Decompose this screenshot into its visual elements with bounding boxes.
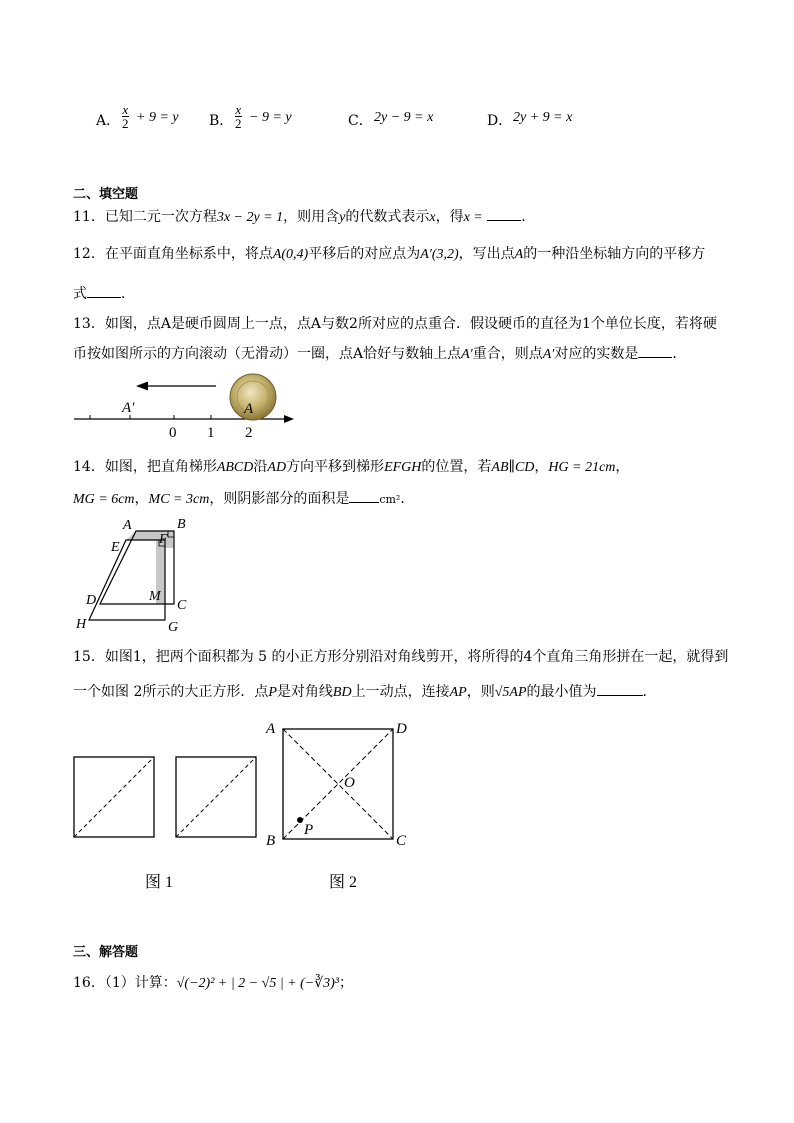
q14-text-end: ．: [400, 491, 415, 507]
figure-1-small-square-1: [72, 755, 156, 839]
option-b-label: B．: [209, 113, 234, 129]
label-a: A: [266, 721, 276, 737]
label-m: M: [149, 589, 161, 604]
number-line-arrowhead: [284, 415, 294, 423]
question-11: [73, 206, 535, 226]
option-a-denominator: 2: [122, 116, 129, 131]
option-b-fraction: [235, 103, 242, 130]
question-13-line-2: [73, 343, 686, 363]
trapezoid-efgh: [89, 540, 165, 620]
point-p: [297, 817, 303, 823]
q14-text-2: 沿: [253, 459, 268, 475]
q13-text-3: 对应的实数是: [554, 346, 639, 362]
q12-point-a-prime: A′(3,2): [420, 247, 459, 262]
q15-text-2: 是对角线: [276, 684, 333, 700]
q13-a-prime-2: A′: [542, 347, 555, 362]
q11-var-x: x: [429, 210, 436, 225]
q13-answer-blank: [638, 356, 672, 358]
option-d-expression: 2y + 9 = x: [513, 110, 573, 125]
q10-options: [0, 103, 794, 135]
q14-text-8: ，则阴影部分的面积是: [209, 491, 350, 507]
q13-text-2: 重合，则点: [472, 346, 543, 362]
q12-answer-blank: [87, 296, 121, 298]
q15-text-end: ．: [642, 684, 657, 700]
q14-hg: HG = 21cm: [548, 460, 616, 475]
q16-text-end: ；: [339, 975, 353, 991]
option-a-fraction: [122, 103, 129, 130]
option-c-label: C．: [348, 113, 373, 129]
label-h: H: [76, 617, 87, 632]
q12-point-a: A(0,4): [272, 247, 309, 262]
label-c: C: [177, 598, 187, 613]
q15-text-3: 上一动点，连接: [351, 684, 450, 700]
q14-ab-parallel-cd: AB∥CD: [491, 460, 535, 475]
label-p: P: [304, 822, 314, 838]
figure-1-small-square-2: [174, 755, 258, 839]
label-e: E: [111, 540, 120, 555]
q15-root5-ap: √5AP: [494, 685, 527, 700]
label-f: F: [159, 532, 168, 547]
q14-efgh: EFGH: [384, 460, 422, 475]
section-heading-fill-blank: 二、填空题: [73, 187, 139, 202]
figure-2-caption: 图 2: [329, 874, 358, 891]
q14-text-6: ，: [615, 459, 630, 475]
q12-text-5: 式: [73, 286, 87, 302]
q15-p: P: [268, 685, 277, 700]
q11-x-equals: x =: [463, 210, 483, 225]
question-13: 13．如图，点A是硬币圆周上一点，点A与数2所对应的点重合．假设硬币的直径为1个单位长度，若将硬: [73, 316, 717, 332]
label-a-prime: A′: [122, 400, 135, 416]
q15-text-1: 一个如图 2所示的大正方形．点: [73, 684, 269, 700]
q12-text-2: 平移后的对应点为: [308, 246, 421, 262]
option-c-expression: 2y − 9 = x: [374, 110, 434, 125]
q14-text-4: 的位置，若: [421, 459, 492, 475]
q11-text-2: ，则用含: [283, 209, 340, 225]
option-b-expression: − 9 = y: [249, 110, 292, 125]
direction-arrowhead: [136, 382, 148, 391]
q14-unit: cm²: [379, 493, 401, 506]
q13-text-1: 币按如图所示的方向滚动（无滑动）一圈，点A恰好与数轴上点: [73, 346, 462, 362]
question-16: [73, 972, 353, 992]
label-b: B: [177, 517, 186, 532]
question-15: 15．如图1，把两个面积都为 5 的小正方形分别沿对角线剪开，将所得的4个直角三角形拼在一起，就得到: [73, 649, 729, 665]
q12-text-3: ，写出点: [458, 246, 515, 262]
question-14-line-2: [73, 488, 414, 508]
q14-answer-blank: [349, 501, 379, 503]
option-d-label: D．: [487, 113, 513, 129]
q13-text-end: ．: [672, 346, 687, 362]
option-a-expression: + 9 = y: [136, 110, 179, 125]
q16-expression: √(−2)² + | 2 − √5 | + (−∛3)³: [176, 976, 339, 991]
q14-mg: MG = 6cm: [73, 492, 135, 507]
option-a-numerator: x: [122, 102, 129, 117]
figure-1-caption: 图 1: [145, 874, 174, 891]
q14-text-3: 方向平移到梯形: [286, 459, 385, 475]
tick-label-1: 1: [207, 425, 215, 441]
q14-mc: MC = 3cm: [148, 492, 210, 507]
q14-text-7: ，: [134, 491, 149, 507]
question-12: [73, 243, 705, 263]
q14-text-5: ，: [534, 459, 549, 475]
small-square-1-diagonal: [74, 757, 154, 837]
trapezoid-translation-figure: [70, 512, 200, 636]
q15-ap: AP: [449, 685, 467, 700]
label-d: D: [86, 593, 97, 608]
q11-text-end: ．: [521, 209, 536, 225]
q11-text-4: ，得: [435, 209, 464, 225]
q12-text-4: 的一种沿坐标轴方向的平移方: [523, 246, 706, 262]
tick-label-2: 2: [245, 425, 253, 441]
q12-text-1: 12．在平面直角坐标系中，将点: [73, 246, 273, 262]
q15-text-5: 的最小值为: [526, 684, 597, 700]
question-15-line-2: [73, 681, 657, 701]
q15-text-4: ，则: [466, 684, 495, 700]
q14-ad: AD: [267, 460, 287, 475]
tick-label-0: 0: [169, 425, 177, 441]
q12-text-end: ．: [121, 286, 135, 302]
q11-text-3: 的代数式表示: [345, 209, 430, 225]
label-a: A: [244, 401, 254, 417]
q11-equation: 3x − 2y = 1: [216, 210, 284, 225]
q11-var-y: y: [339, 210, 346, 225]
label-a: A: [123, 518, 132, 533]
q12-var-a: A: [514, 247, 524, 262]
q11-text-1: 11．已知二元一次方程: [73, 209, 217, 225]
q14-text-1: 14．如图，把直角梯形: [73, 459, 217, 475]
label-o: O: [344, 775, 355, 791]
label-g: G: [168, 620, 179, 635]
question-14: [73, 456, 629, 476]
option-b-numerator: x: [235, 102, 242, 117]
q16-text-1: 16．（1）计算：: [73, 975, 177, 991]
label-b: B: [266, 833, 276, 849]
option-a-label: A．: [96, 113, 121, 129]
label-d: D: [396, 721, 407, 737]
q15-answer-blank: [597, 694, 643, 696]
q11-answer-blank: [487, 219, 521, 221]
question-12-line-2: [73, 283, 135, 303]
small-square-2-diagonal: [176, 757, 256, 837]
option-b-denominator: 2: [235, 116, 242, 131]
section-heading-solutions: 三、解答题: [73, 945, 139, 960]
q13-a-prime-1: A′: [461, 347, 473, 362]
figure-2-large-square: [262, 716, 414, 852]
q14-abcd: ABCD: [216, 460, 254, 475]
label-c: C: [396, 833, 407, 849]
number-line-coin-figure: [68, 368, 300, 442]
q15-bd: BD: [332, 685, 352, 700]
